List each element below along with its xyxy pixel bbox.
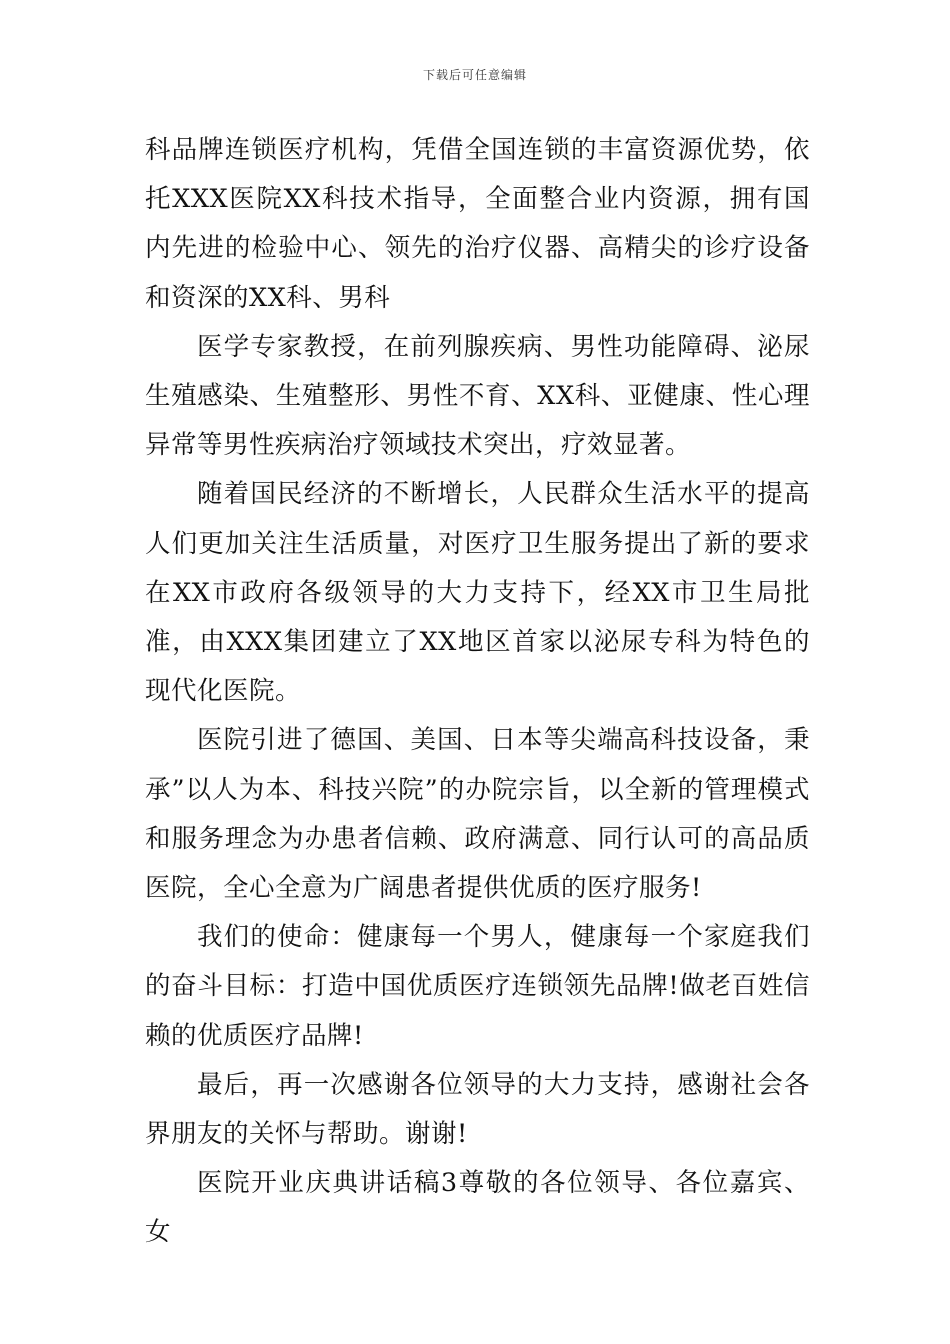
paragraph-thanks: 最后，再一次感谢各位领导的大力支持，感谢社会各界朋友的关怀与帮助。谢谢! [145,1069,810,1150]
paragraph-intro-continued: 科品牌连锁医疗机构，凭借全国连锁的丰富资源优势，依托XXX医院XX科技术指导，全面整合业内资源，拥有国内先进的检验中心、领先的治疗仪器、高精尖的诊疗设备和资深的XX科、男科 [145,135,810,313]
document-body [145,126,810,1258]
paragraph-experts: 医学专家教授，在前列腺疾病、男性功能障碍、泌尿生殖感染、生殖整形、男性不育、XX科、亚健康、性心理异常等男性疾病治疗领域技术突出，疗效显著。 [145,331,810,461]
page-header: 下载后可任意编辑 [422,68,527,82]
paragraph-equipment: 医院引进了德国、美国、日本等尖端高科技设备，秉承”以人为本、科技兴院”的办院宗旨，以全新的管理模式和服务理念为办患者信赖、政府满意、同行认可的高品质医院，全心全意为广阔患者提供优质的医疗服务! [145,725,810,904]
paragraph-next-speech: 医院开业庆典讲话稿3尊敬的各位领导、各位嘉宾、女 [145,1168,810,1248]
paragraph-mission: 我们的使命：健康每一个男人，健康每一个家庭我们的奋斗目标：打造中国优质医疗连锁领先品牌!做老百姓信赖的优质医疗品牌! [145,922,810,1051]
paragraph-background: 随着国民经济的不断增长，人民群众生活水平的提高人们更加关注生活质量，对医疗卫生服务提出了新的要求在XX市政府各级领导的大力支持下，经XX市卫生局批准，由XXX集团建立了XX地区首家以泌尿专科为特色的现代化医院。 [145,479,810,707]
